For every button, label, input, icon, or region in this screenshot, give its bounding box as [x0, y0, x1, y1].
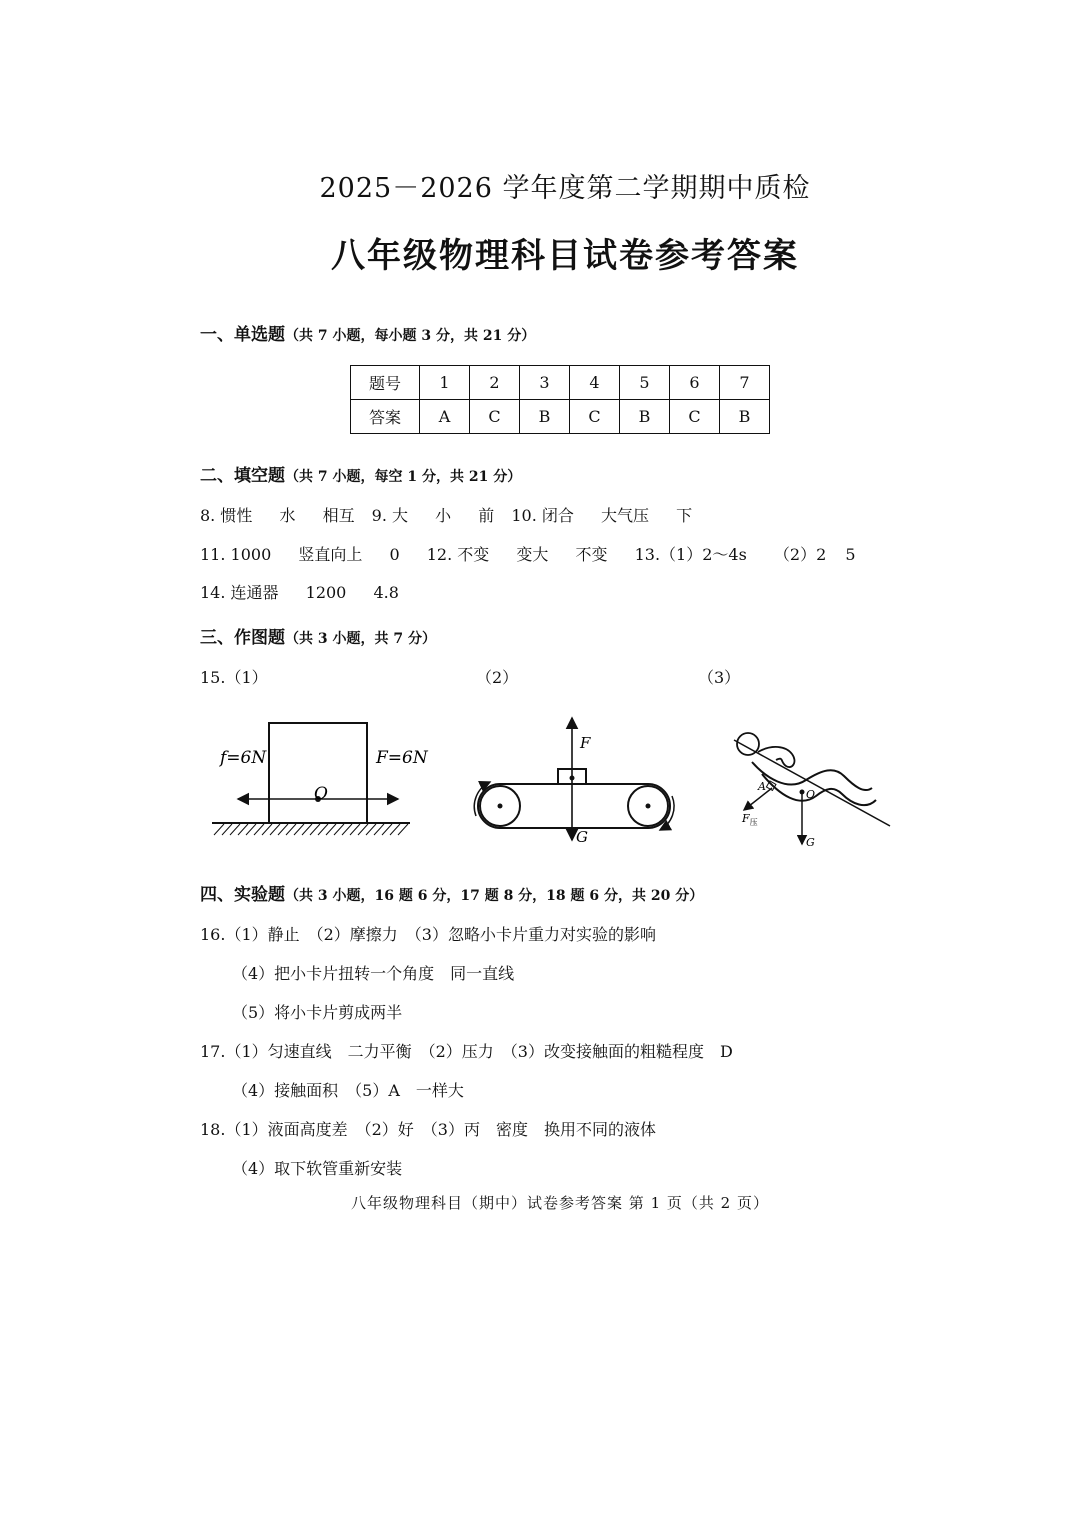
q15-label: 15.（1） [200, 668, 268, 687]
body-outline-top [752, 762, 872, 790]
answer-item: 8. 惯性 [200, 506, 253, 525]
exp-line: （4）把小卡片扭转一个角度 同一直线 [232, 964, 515, 983]
center-label: O [314, 784, 328, 804]
fill-line-3 [200, 580, 399, 603]
section4-heading-row [200, 880, 703, 905]
table-cell: A [420, 400, 470, 434]
answer-item: 4.8 [373, 583, 399, 602]
answer-item: 下 [676, 506, 693, 525]
answer-item: 11. 1000 [200, 545, 272, 564]
table-header-answer: 答案 [351, 400, 420, 434]
section3-note: （共 3 小题，共 7 分） [285, 631, 436, 647]
answer-item: 10. 闭合 [511, 506, 574, 525]
section1-heading-row [200, 320, 535, 345]
answer-item: 大气压 [600, 506, 649, 525]
page-footer: 八年级物理科目（期中）试卷参考答案 第 1 页（共 2 页） [351, 1194, 769, 1212]
table-cell: 7 [720, 366, 770, 400]
section1-heading: 一、单选题 [200, 325, 285, 345]
answer-item: 9. 大 [371, 506, 409, 525]
support-force-label: F [580, 734, 591, 752]
table-cell: B [720, 400, 770, 434]
body-outline-bottom [762, 774, 876, 805]
table-cell: 3 [520, 366, 570, 400]
table-cell: C [470, 400, 520, 434]
table-cell: 4 [570, 366, 620, 400]
page-title-line1: 2025－2026 学年度第二学期期中质检 [319, 173, 811, 204]
gravity-label: G [576, 828, 588, 846]
answer-item: 小 [435, 506, 452, 525]
table-row-numbers [351, 366, 770, 400]
force-label: F=6N [376, 748, 428, 768]
page-title-line2: 八年级物理科目试卷参考答案 [331, 236, 799, 276]
exp-line: （5）将小卡片剪成两半 [232, 1003, 403, 1022]
exp-line: 17.（1）匀速直线 二力平衡 （2）压力 （3）改变接触面的粗糙程度 D [200, 1042, 733, 1061]
section3-heading-row [200, 623, 436, 648]
section2-heading-row [200, 461, 521, 486]
answer-item: 不变 [575, 545, 608, 564]
section2-note: （共 7 小题，每空 1 分，共 21 分） [285, 469, 522, 485]
table-cell: B [620, 400, 670, 434]
table-row-answers [351, 400, 770, 434]
answer-item: 13.（1）2～4s [634, 545, 747, 564]
pressure-label: $F_压$ [742, 812, 758, 827]
fill-line-1 [200, 503, 692, 526]
table-header-number: 题号 [351, 366, 420, 400]
table-cell: 6 [670, 366, 720, 400]
left-pulley-axle [498, 804, 503, 809]
table-cell: C [570, 400, 620, 434]
exp-line: （4）取下软管重新安装 [232, 1159, 403, 1178]
section4-heading: 四、实验题 [200, 885, 285, 905]
table-cell: 1 [420, 366, 470, 400]
point-o-label: O [806, 788, 816, 801]
table-cell: B [520, 400, 570, 434]
q15-part3-label: （3） [698, 668, 741, 687]
friction-label: f=6N [220, 748, 267, 768]
answer-item: 变大 [516, 545, 549, 564]
answer-item: 12. 不变 [426, 545, 490, 564]
section1-note: （共 7 小题，每小题 3 分，共 21 分） [285, 328, 536, 344]
figure-block-forces [200, 715, 428, 845]
answer-item: 14. 连通器 [200, 583, 279, 602]
figure-conveyor [468, 712, 683, 852]
exp-line: 16.（1）静止 （2）摩擦力 （3）忽略小卡片重力对实验的影响 [200, 925, 656, 944]
section4-note: （共 3 小题，16 题 6 分，17 题 8 分，18 题 6 分，共 20 分） [285, 888, 704, 904]
answer-item: （2）2 [773, 545, 827, 564]
center-of-gravity [800, 790, 805, 795]
q15-part2-label: （2） [476, 668, 519, 687]
fill-line-2 [200, 542, 856, 565]
answer-item: 前 [478, 506, 495, 525]
table-cell: 5 [620, 366, 670, 400]
ground-hatching [214, 824, 408, 835]
right-pulley-axle [646, 804, 651, 809]
belt-left-curve [478, 784, 500, 828]
box-center [570, 776, 575, 781]
table-cell: C [670, 400, 720, 434]
answer-item: 相互 [322, 506, 355, 525]
figure-reclining-person [722, 722, 897, 852]
exp-line: （4）接触面积 （5）A 一样大 [232, 1081, 464, 1100]
answer-item: 0 [389, 545, 400, 564]
belt-right-curve [648, 784, 670, 828]
answer-item: 5 [845, 545, 856, 564]
answer-item: 水 [279, 506, 296, 525]
block [269, 723, 367, 823]
section2-heading: 二、填空题 [200, 466, 285, 486]
table-cell: 2 [470, 366, 520, 400]
exp-line: 18.（1）液面高度差 （2）好 （3）丙 密度 换用不同的液体 [200, 1120, 656, 1139]
section3-heading: 三、作图题 [200, 628, 285, 648]
answer-item: 竖直向上 [298, 545, 363, 564]
gravity-label: G [806, 836, 815, 849]
point-a-label: A [758, 780, 766, 793]
answer-table [350, 365, 770, 434]
answer-item: 1200 [305, 583, 347, 602]
